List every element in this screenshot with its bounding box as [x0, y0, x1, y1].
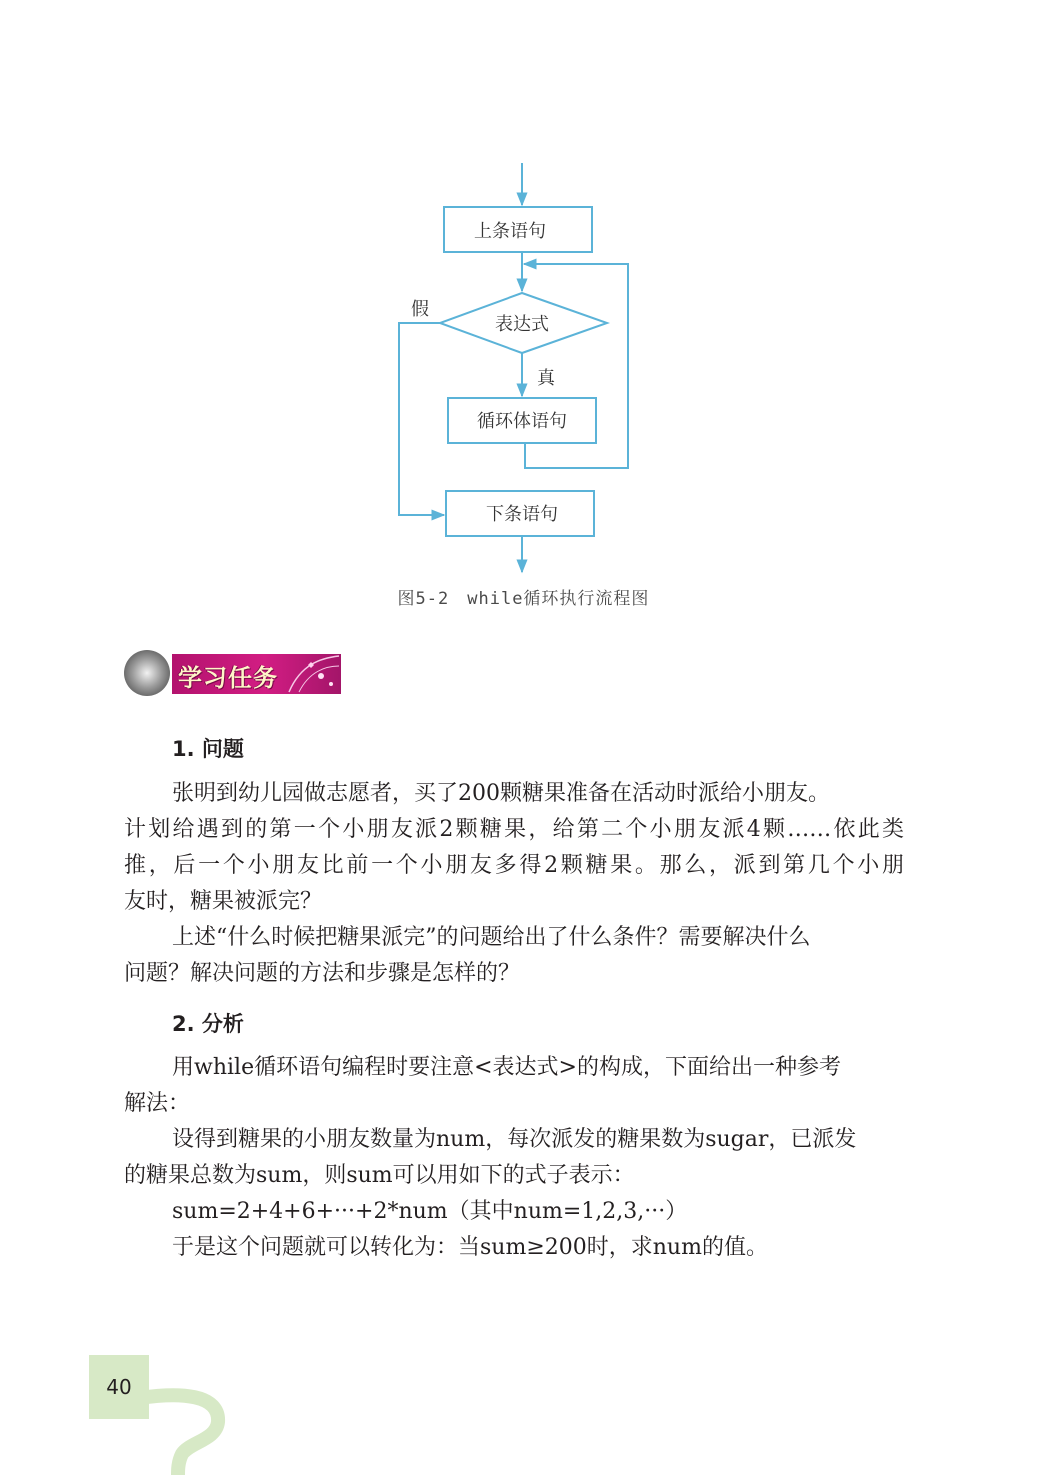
banner-decoration: [124, 650, 170, 696]
task-banner-title: 学习任务: [178, 664, 278, 692]
while-loop-flowchart: [0, 0, 1047, 580]
condition-label: 表达式: [495, 314, 549, 335]
top-statement-label: 上条语句: [474, 221, 546, 242]
false-branch-line: [399, 323, 444, 515]
text-line: 于是这个问题就可以转化为：当sum≥200时，求num的值。: [172, 1235, 768, 1260]
formula-line: sum=2+4+6+···+2*num（其中num=1,2,3,···）: [172, 1199, 688, 1224]
false-label: 假: [411, 299, 429, 320]
next-statement-label: 下条语句: [486, 504, 558, 525]
problem-paragraph: [124, 776, 904, 992]
loop-body-label: 循环体语句: [477, 411, 567, 432]
text-line: 友时，糖果被派完？: [124, 889, 323, 914]
page-curl-decoration: [140, 1372, 230, 1475]
text-line: 用while循环语句编程时要注意<表达式>的构成，下面给出一种参考: [172, 1055, 841, 1080]
text-line: 上述“什么时候把糖果派完”的问题给出了什么条件？需要解决什么: [172, 925, 811, 950]
task-banner: [172, 654, 341, 694]
analysis-paragraph: [124, 1050, 904, 1266]
text-line: 张明到幼儿园做志愿者，买了200颗糖果准备在活动时派给小朋友。: [172, 781, 830, 806]
text-line: 推，后一个小朋友比前一个小朋友多得2颗糖果。那么，派到第几个小朋: [124, 853, 904, 878]
analysis-heading: 2. 分析: [172, 1012, 244, 1036]
page-number: 40: [106, 1375, 132, 1399]
figure-caption: 图5-2 while循环执行流程图: [397, 589, 650, 609]
true-label: 真: [537, 368, 555, 389]
text-line: 的糖果总数为sum，则sum可以用如下的式子表示：: [124, 1163, 635, 1188]
swirl-decoration-icon: [281, 654, 341, 694]
text-line: 设得到糖果的小朋友数量为num，每次派发的糖果数为sugar，已派发: [172, 1127, 857, 1152]
text-line: 计划给遇到的第一个小朋友派2颗糖果，给第二个小朋友派4颗……依此类: [124, 817, 904, 842]
text-line: 问题？解决问题的方法和步骤是怎样的？: [124, 961, 521, 986]
loop-back-line: [524, 264, 628, 468]
text-line: 解法：: [124, 1091, 191, 1116]
problem-heading: 1. 问题: [172, 737, 244, 761]
